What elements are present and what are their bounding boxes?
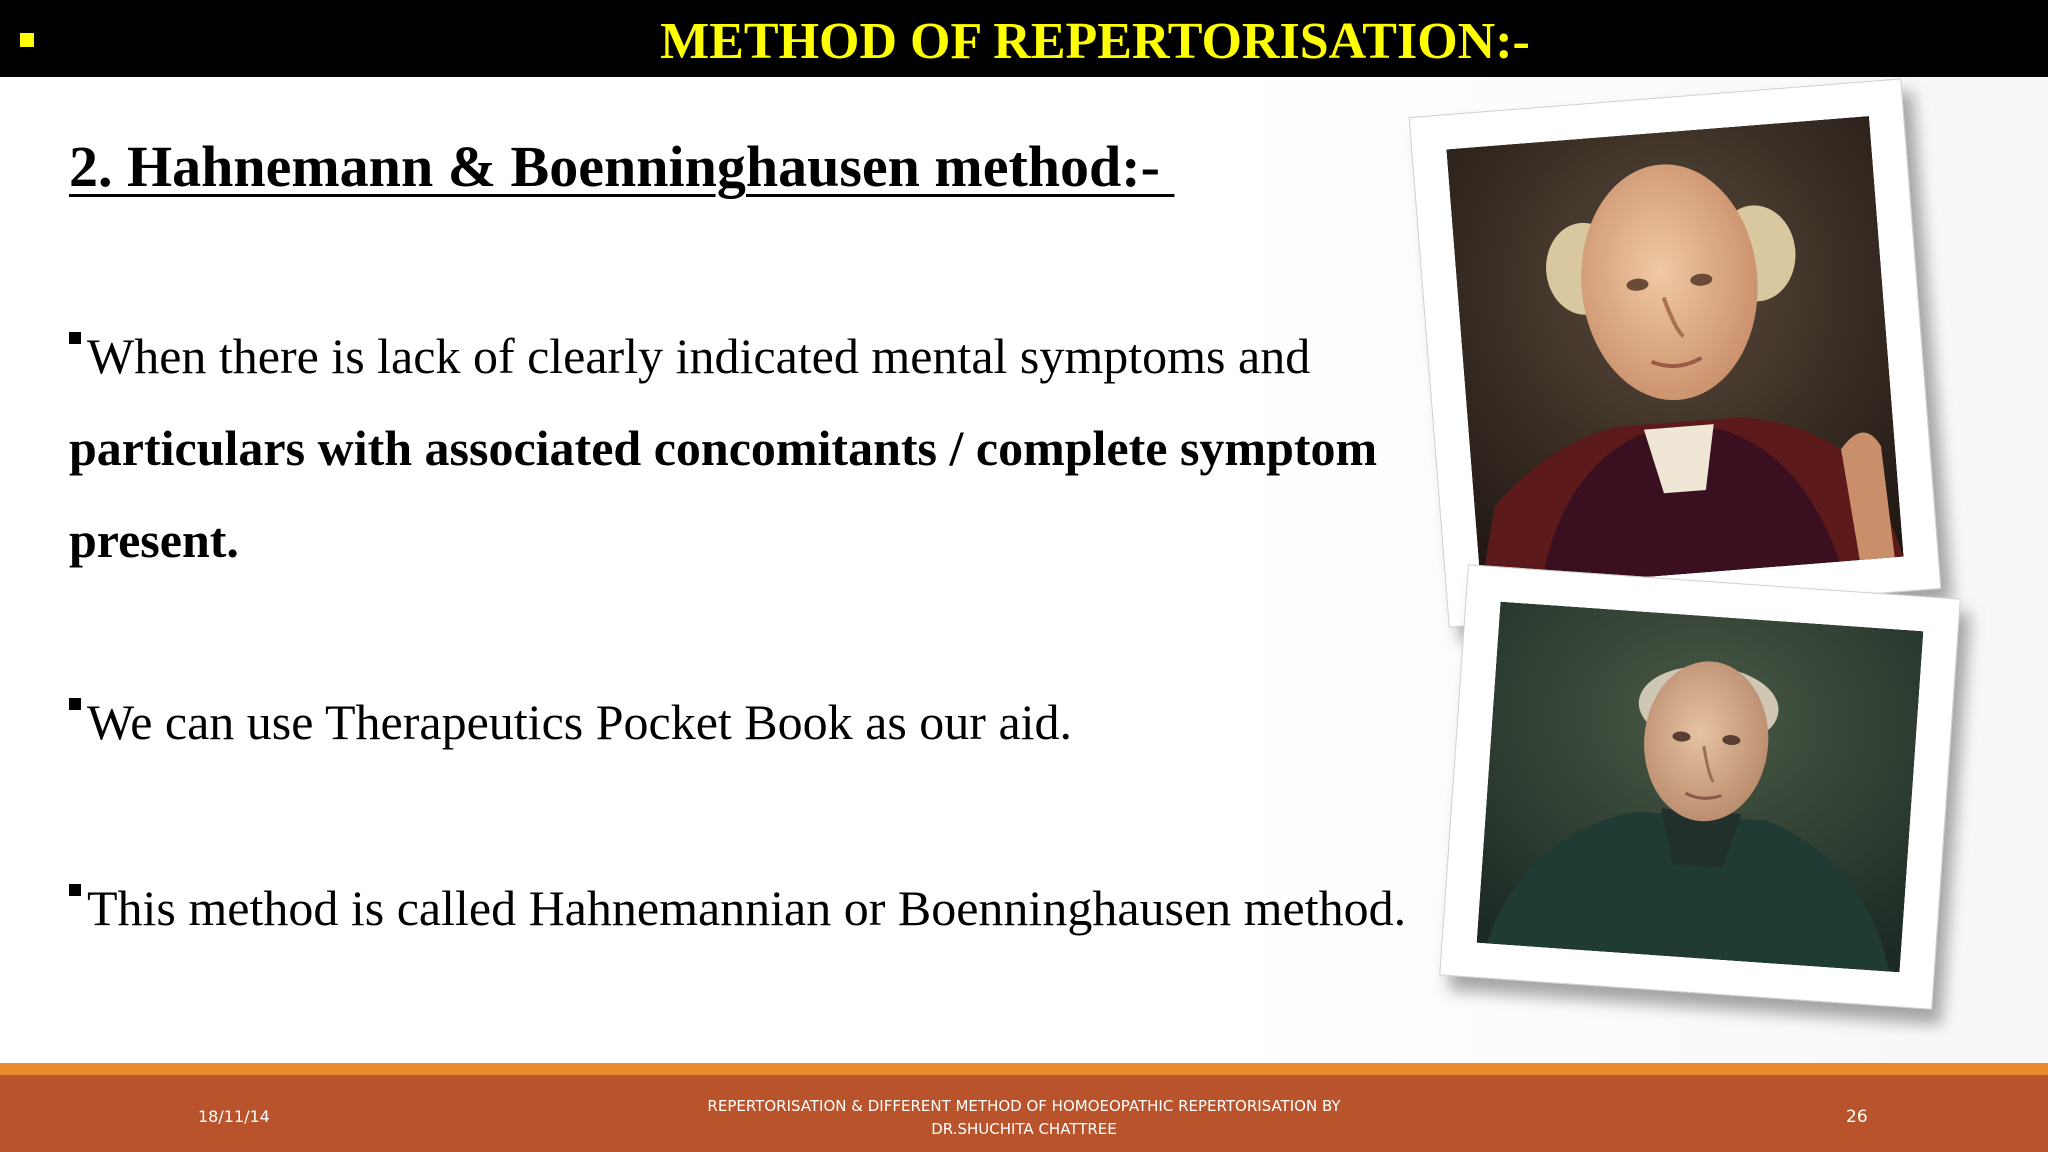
portrait-hahnemann-svg [1446, 116, 1903, 590]
bullet-item [69, 862, 1406, 954]
footer-date: 18/11/14 [198, 1107, 270, 1126]
photo-frame-hahnemann [1409, 78, 1942, 627]
footer-bar [0, 1075, 2048, 1152]
bullet-square-icon [69, 698, 81, 710]
portrait-hahnemann-image [1446, 116, 1903, 590]
portrait-boenninghausen-svg [1477, 602, 1924, 973]
footer-accent-line [0, 1063, 2048, 1075]
footer-caption-line: DR.SHUCHITA CHATTREE [931, 1120, 1117, 1138]
slide-number: 26 [1846, 1107, 1868, 1127]
slide-title: METHOD OF REPERTORISATION:- [660, 13, 1530, 70]
title-bar [0, 0, 2048, 77]
bullet-square-icon [69, 884, 81, 896]
photo-frame-boenninghausen [1439, 564, 1961, 1009]
bullet-text: We can use Therapeutics Pocket Book as our aid. [87, 694, 1073, 750]
bullet-text-bold-line: present. [69, 512, 239, 568]
bullet-text-line: When there is lack of clearly indicated mental symptoms and [87, 328, 1311, 384]
bullet-item [69, 676, 1072, 768]
bullet-text-bold-line: particulars with associated concomitants / complete symptom [69, 420, 1378, 476]
portrait-boenninghausen-image [1477, 602, 1924, 973]
section-heading: 2. Hahnemann & Boenninghausen method:- [69, 134, 1175, 199]
bullet-square-icon [69, 332, 81, 344]
bullet-item [69, 310, 1377, 586]
footer-caption [640, 1095, 1408, 1141]
footer-caption-line: REPERTORISATION & DIFFERENT METHOD OF HOMOEOPATHIC REPERTORISATION BY [707, 1097, 1341, 1115]
bullet-text: This method is called Hahnemannian or Boenninghausen method. [87, 880, 1407, 936]
